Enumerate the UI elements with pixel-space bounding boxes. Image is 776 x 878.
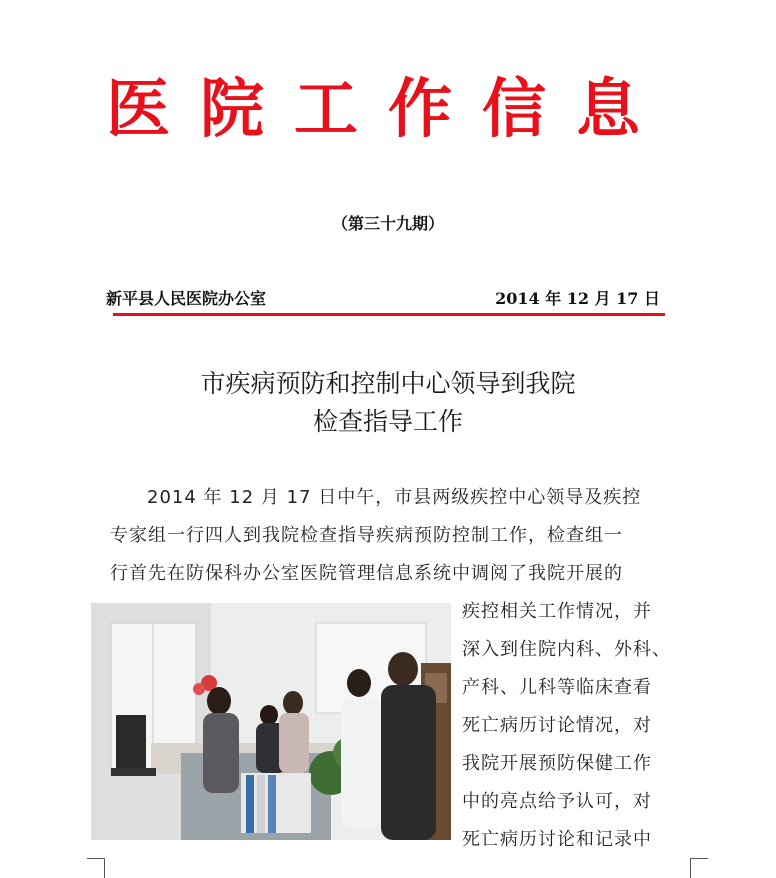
issuing-office: 新平县人民医院办公室 <box>106 289 267 308</box>
wrap-line: 我院开展预防保健工作 <box>462 753 652 774</box>
body-line: 2014 年 12 月 17 日中午，市县两级疾控中心领导及疾控 <box>147 487 642 508</box>
wrap-line: 深入到住院内科、外科、 <box>462 639 671 660</box>
crop-mark-left <box>87 858 105 859</box>
issue-number: （第三十九期） <box>331 214 444 233</box>
article-headline-line-1: 市疾病预防和控制中心领导到我院 <box>200 369 576 398</box>
body-line: 专家组一行四人到我院检查指导疾病预防控制工作，检查组一 <box>110 525 623 546</box>
wrap-line: 疾控相关工作情况，并 <box>462 601 652 622</box>
article-photo <box>91 603 451 840</box>
article-headline-line-2: 检查指导工作 <box>312 407 463 436</box>
wrap-line: 中的亮点给予认可，对 <box>462 791 652 812</box>
crop-mark-right-vertical <box>690 858 691 878</box>
body-line: 行首先在防保科办公室医院管理信息系统中调阅了我院开展的 <box>110 563 623 584</box>
wrap-line: 产科、儿科等临床查看 <box>462 677 652 698</box>
crop-mark-left-vertical <box>104 858 105 878</box>
wrap-line: 死亡病历讨论情况，对 <box>462 715 652 736</box>
wrap-line: 死亡病历讨论和记录中 <box>462 829 652 850</box>
crop-mark-right <box>690 858 708 859</box>
header-rule <box>113 313 665 316</box>
issue-date: 2014 年 12 月 17 日 <box>495 289 660 308</box>
masthead-title: 医院工作信息 <box>106 72 670 147</box>
